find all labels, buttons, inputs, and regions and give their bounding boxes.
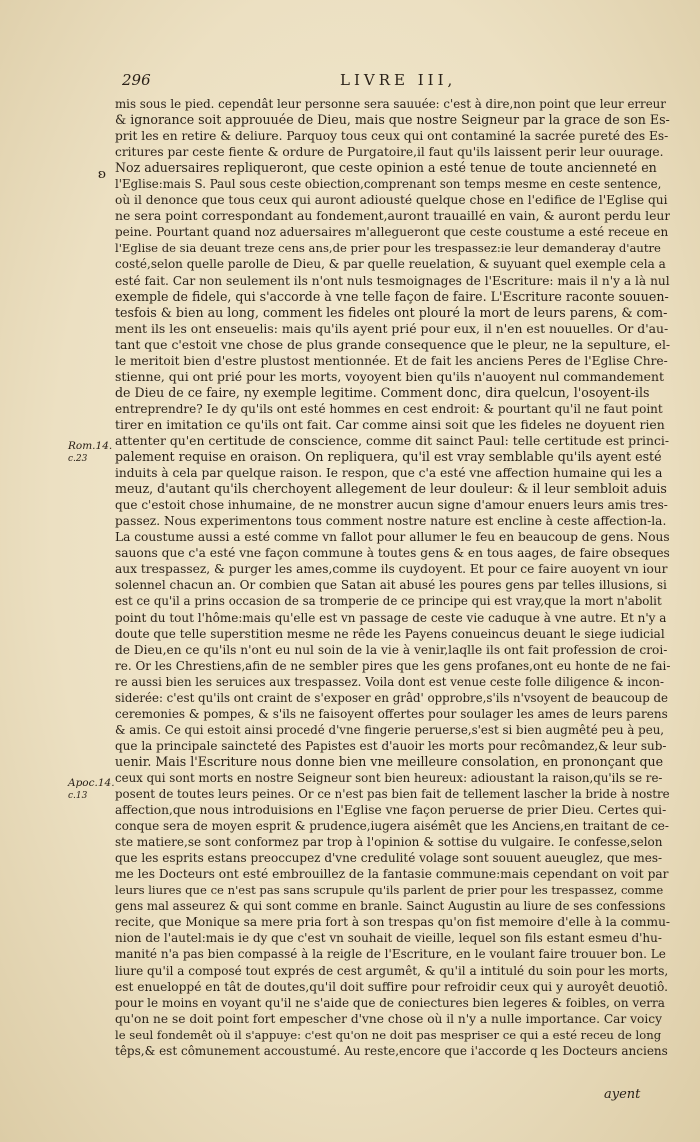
text-line: peine. Pourtant quand noz aduersaires m'allegueront que ceste coustume a esté receue en <box>115 225 669 240</box>
text-line: de Dieu de ce faire, ny exemple legitime. Comment donc, dira quelcun, l'osoyent-ils <box>115 384 650 400</box>
text-line: mis sous le pied. cependât leur personne sera sauuée: c'est à dire,non point que leur erreur <box>115 97 666 111</box>
text-line: tant que c'estoit vne chose de plus grande consequence que le pleur, ne la sepulture, el- <box>115 336 670 352</box>
text-line: où il denonce que tous ceux qui auront adiousté quelque chose en l'edifice de l'Eglise qui <box>115 193 668 208</box>
text-line: recite, que Monique sa mere pria fort à son trespas qu'on fist memoire d'elle à la commu- <box>115 915 670 930</box>
text-line: ceremonies & pompes, & s'ils ne faisoyent offertes pour soulager les ames de leurs parens <box>115 706 668 721</box>
text-line: aux trespassez, & purger les ames,comme ils cuydoyent. Et pour ce faire auoyent vn iour <box>115 562 668 577</box>
text-line: sauons que c'a esté vne façon commune à toutes gens & en tous aages, de faire obseques <box>115 546 670 561</box>
text-line: manité n'a pas bien compassé à la reigle de l'Escriture, en le voulant faire trouuer bon. Le <box>115 947 666 962</box>
text-line: tesfois & bien au long, comment les fideles ont plouré la mort de leurs parens, & com- <box>115 304 668 320</box>
text-line: tirer en imitation ce qu'ils ont fait. Car comme ainsi soit que les fideles ne doyuent rien <box>115 416 665 432</box>
text-line: le meritoit bien d'estre plustost mentionnée. Et de fait les anciens Peres de l'Eglise Chre- <box>115 353 668 368</box>
text-line: affection,que nous introduisions en l'Eglise vne façon peruerse de prier Dieu. Certes qui- <box>115 803 667 818</box>
margin-reference-romans <box>68 440 112 466</box>
text-line: têps,& est cômunement accoustumé. Au reste,encore que i'accorde q les Docteurs anciens <box>115 1043 668 1058</box>
text-line: l'Eglise:mais S. Paul sous ceste obiection,comprenant son temps mesme en ceste sentence, <box>115 177 662 192</box>
text-line: attenter qu'en certitude de conscience, comme dit sainct Paul: telle certitude est princi- <box>115 432 670 448</box>
text-line: costé,selon quelle parolle de Dieu, & par quelle reuelation, & suyuant quel exemple cela a <box>115 257 666 272</box>
text-line: siderée: c'est qu'ils ont craint de s'exposer en grâd' opprobre,s'ils n'vsoyent de beaucoup de <box>115 690 669 705</box>
text-line: ste matiere,se sont conformez par trop à l'opinion & sottise du vulgaire. Ie confesse,selon <box>115 835 663 850</box>
text-line: point du tout l'hôme:mais qu'elle est vn passage de ceste vie caduque à vne autre. Et n'y a <box>115 610 667 625</box>
text-line: stienne, qui ont prié pour les morts, voyoyent bien qu'ils n'auoyent nul commandement <box>115 368 664 384</box>
body-text <box>115 96 670 1059</box>
text-line: meuz, d'autant qu'ils cherchoyent allegement de leur douleur: & il leur sembloit aduis <box>115 481 667 497</box>
text-line: le seul fondemêt où il s'appuye: c'est qu'on ne doit pas mespriser ce qui a esté receu de long <box>115 1027 662 1042</box>
margin-reference-apocalypse <box>68 777 115 803</box>
text-line: exemple de fidele, qui s'accorde à vne telle façon de faire. L'Escriture raconte souuen- <box>115 288 669 304</box>
text-line: liure qu'il a composé tout exprés de cest argumêt, & qu'il a intitulé du soin pour les morts, <box>115 963 669 978</box>
text-line: gens mal asseurez & qui sont comme en branle. Sainct Augustin au liure de ses confessions <box>115 899 666 914</box>
text-line: qu'on ne se doit point fort empescher d'vne chose où il n'y a nulle importance. Car voicy <box>115 1011 662 1026</box>
text-line: de Dieu,en ce qu'ils n'ont eu nul soin de la vie à venir,laqlle ils ont fait profession de croi- <box>115 642 668 657</box>
margin-reference-sub: c.23 <box>68 454 88 464</box>
running-title: LIVRE III, <box>340 71 457 89</box>
text-line: prit les en retire & deliure. Parquoy tous ceux qui ont contaminé la sacrée pureté des Es- <box>115 129 669 144</box>
text-line: & amis. Ce qui estoit ainsi procedé d'vne fingerie peruerse,s'est si bien augmêté peu à peu, <box>115 722 665 737</box>
text-line: est enueloppé en tât de doutes,qu'il doit suffire pour refroidir ceux qui y auroyêt deuotiô. <box>115 979 668 994</box>
text-line: que c'estoit chose inhumaine, de ne monstrer aucun signe d'amour enuers leurs amis tres- <box>115 498 668 513</box>
text-line: leurs liures que ce n'est pas sans scrupule qu'ils parlent de prier pour les trespassez, comme <box>115 883 664 898</box>
text-line: La coustume aussi a esté comme vn fallot pour allumer le feu en beaucoup de gens. Nous <box>115 530 670 545</box>
margin-reference-main: Apoc.14. <box>68 777 115 789</box>
text-line: que la principale saincteté des Papistes est d'auoir les morts pour recômandez,& leur sub- <box>115 738 667 753</box>
text-line: me les Docteurs ont esté embrouillez de la fantasie commune:mais cependant on voit par <box>115 867 669 882</box>
text-line: que les esprits estans preoccupez d'vne credulité volage sont souuent aueuglez, que mes- <box>115 851 663 866</box>
text-line: re aussi bien les seruices aux trespassez. Voila dont est venue ceste folle diligence & incon- <box>115 674 664 689</box>
catchword: ayent <box>604 1087 641 1102</box>
text-line: est ce qu'il a prins occasion de sa tromperie de ce principe qui est vray,que la mort n'abolit <box>115 594 662 609</box>
text-line: ceux qui sont morts en nostre Seigneur sont bien heureux: adioustant la raison,qu'ils se re- <box>115 770 663 785</box>
text-line: entreprendre? Ie dy qu'ils ont esté hommes en cest endroit: & pourtant qu'il ne faut point <box>115 401 663 416</box>
text-line: Noz aduersaires repliqueront, que ceste opinion a esté tenue de toute ancienneté en <box>115 160 657 176</box>
text-line: palement requise en oraison. On repliquera, qu'il est vray semblable qu'ils ayent esté <box>115 449 662 465</box>
text-line: doute que telle superstition mesme ne rêde les Payens conueincus deuant le siege iudicial <box>115 626 665 641</box>
text-line: pour le moins en voyant qu'il ne s'aide que de coniectures bien legeres & foibles, on verra <box>115 995 665 1010</box>
text-line: nion de l'autel:mais ie dy que c'est vn souhait de vieille, lequel son fils estant esmeu d'hu- <box>115 931 662 946</box>
text-line: esté fait. Car non seulement ils n'ont nuls tesmoignages de l'Escriture: mais il n'y a là nul <box>115 273 670 288</box>
text-line: posent de toutes leurs peines. Or ce n'est pas bien fait de tellement lascher la bride à nostre <box>115 787 670 802</box>
text-line: uenir. Mais l'Escriture nous donne bien vne meilleure consolation, en prononçant que <box>115 753 664 769</box>
text-line: l'Eglise de sia deuant treze cens ans,de prier pour les trespassez:ie leur demanderay d'autre <box>115 241 661 256</box>
text-line: induits à cela par quelque raison. Ie respon, que c'a esté vne affection humaine qui les a <box>115 466 663 481</box>
margin-reference-main: Rom.14. <box>68 440 113 452</box>
page-header <box>0 71 700 95</box>
margin-reference-sub: c.13 <box>68 791 88 801</box>
text-line: re. Or les Chrestiens,afin de ne sembler pires que les gens profanes,ont eu honte de ne fai- <box>115 658 670 673</box>
text-line: solennel chacun an. Or combien que Satan ait abusé les poures gens par telles illusions, si <box>115 578 667 593</box>
text-line: & ignorance soit approuuée de Dieu, mais que nostre Seigneur par la grace de son Es- <box>115 112 670 128</box>
text-line: ment ils les ont enseuelis: mais qu'ils ayent prié pour eux, il n'en est nouuelles. Or d'au- <box>115 320 669 336</box>
text-line: critures par ceste fiente & ordure de Purgatoire,il faut qu'ils laissent perir leur ouurage. <box>115 145 664 160</box>
text-line: conque sera de moyen esprit & prudence,iugera aisémêt que les Anciens,en traitant de ce- <box>115 819 669 834</box>
text-line: ne sera point correspondant au fondement,auront trauaillé en vain, & auront perdu leur <box>115 208 670 224</box>
page-number: 296 <box>122 71 151 89</box>
paragraph-mark: ʚ <box>98 167 106 182</box>
text-line: passez. Nous experimentons tous comment nostre nature est encline à ceste affection-la. <box>115 514 667 529</box>
